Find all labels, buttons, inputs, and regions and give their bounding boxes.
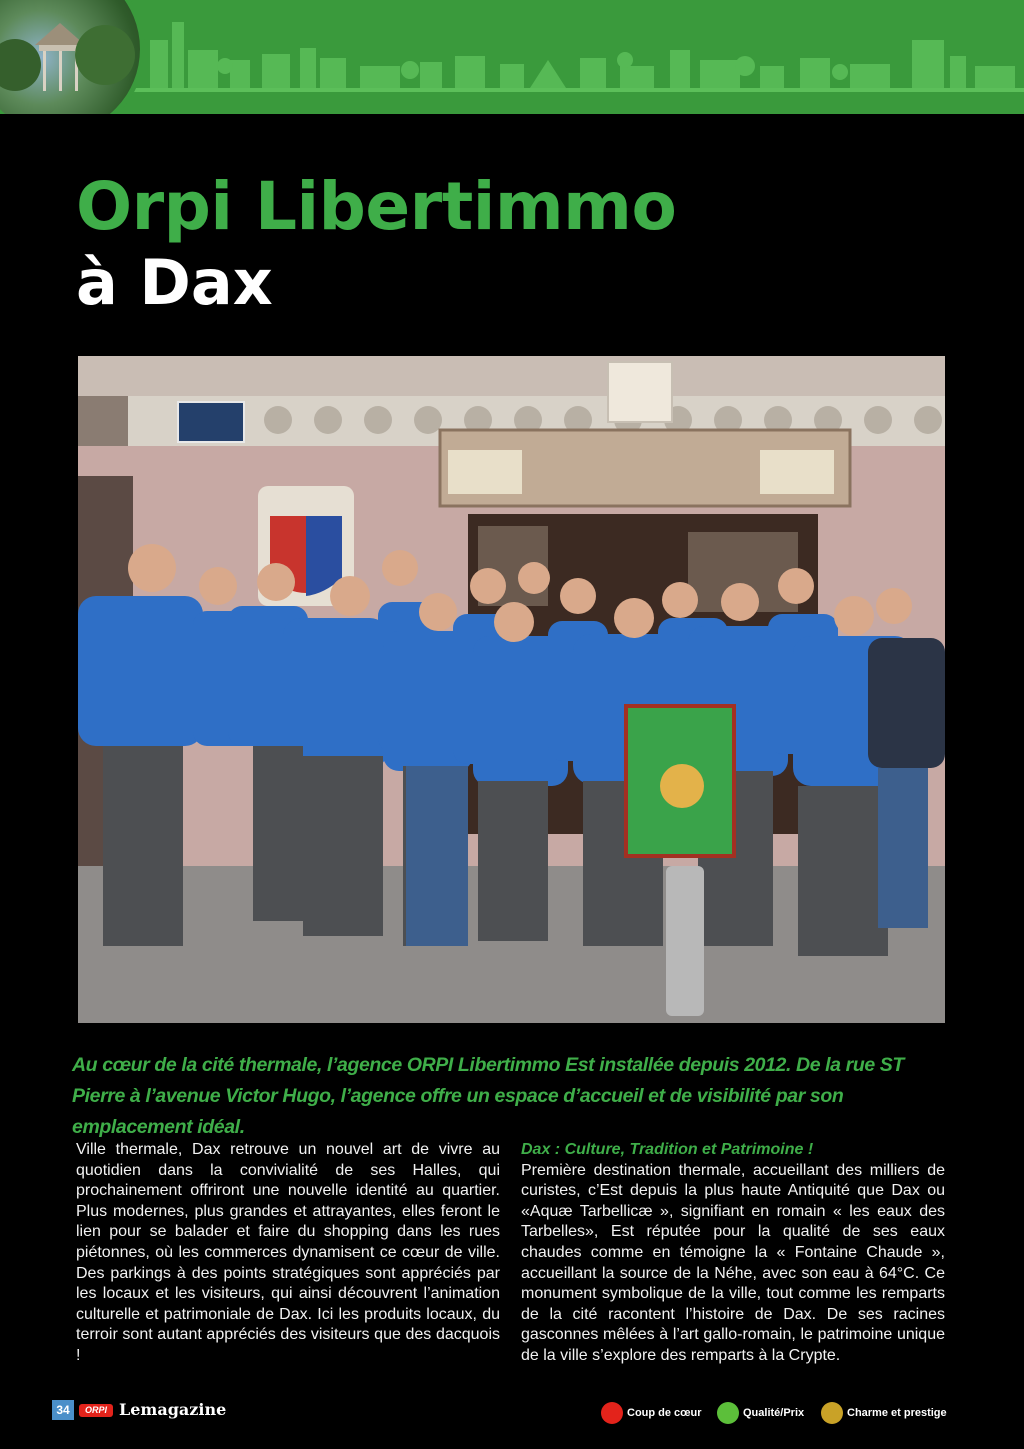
team-photo: [78, 356, 945, 1023]
legend-label: Coup de cœur: [627, 1407, 702, 1419]
body-column-left: [76, 1140, 500, 1367]
page-subtitle: à Dax: [76, 246, 273, 319]
legend-coup-de-coeur: [601, 1402, 702, 1424]
header-band: [0, 0, 1024, 114]
kiosk-photo-thumbnail: [0, 0, 145, 114]
prestige-badge-icon: [821, 1402, 843, 1424]
legend-label: Charme et prestige: [847, 1407, 947, 1419]
page-number: 34: [52, 1400, 74, 1420]
legend-qualite-prix: [717, 1402, 804, 1424]
orpi-logo: ORPI: [79, 1404, 113, 1417]
body-column-right: [521, 1140, 945, 1367]
quality-badge-icon: [717, 1402, 739, 1424]
magazine-name: Lemagazine: [119, 1400, 227, 1419]
heart-badge-icon: [601, 1402, 623, 1424]
footer: [0, 1398, 1024, 1428]
page-title: Orpi Libertimmo: [76, 168, 677, 245]
legend-charme-prestige: [821, 1402, 947, 1424]
skyline-illustration: [0, 0, 1024, 114]
section-heading: Dax : Culture, Tradition et Patrimoine !: [521, 1141, 814, 1158]
legend-label: Qualité/Prix: [743, 1407, 805, 1419]
body-text-left: Ville thermale, Dax retrouve un nouvel art de vivre au quotidien dans la convivialité de ses Halles, qui prochainement offriront une nouvelle identité au quartier. Plus modernes, plus grandes et attrayantes, elles feront le lien pour se balader et faire du shopping dans les rues piétonnes, où les commerces dynamisent ce cœur de ville. Des parkings à des points stratégiques sont appréciés par les locaux et les visiteurs, qui ainsi découvrent l’animation culturelle et patrimoniale de Dax. Ici les produits locaux, du terroir sont autant appréciés des visiteurs que des dacquois !: [76, 1141, 500, 1364]
lead-paragraph: Au cœur de la cité thermale, l’agence ORPI Libertimmo Est installée depuis 2012. De la rue ST Pierre à l’avenue Victor Hugo, l’agence offre un espace d’accueil et de visibilité par son emplacement idéal.: [72, 1054, 904, 1138]
team-photo-illustration: [78, 356, 945, 1023]
body-text-right: Première destination thermale, accueillant des milliers de curistes, c’Est depuis la plus haute Antiquité que Dax ou «Aquæ Tarbellicæ », signifiant en romain « les eaux des Tarbelles», Est réputée pour la qualité de ses eaux chaudes comme en témoigne la « Fontaine Chaude », accueillant la source de la Néhe, avec son eau à 64°C. Ce monument symbolique de la ville, tout comme les remparts de la cité racontent l’histoire de Dax. De ses racines gasconnes mêlées à l’art gallo-romain, le patrimoine unique de la ville s’explore des remparts à la Crypte.: [521, 1161, 945, 1364]
